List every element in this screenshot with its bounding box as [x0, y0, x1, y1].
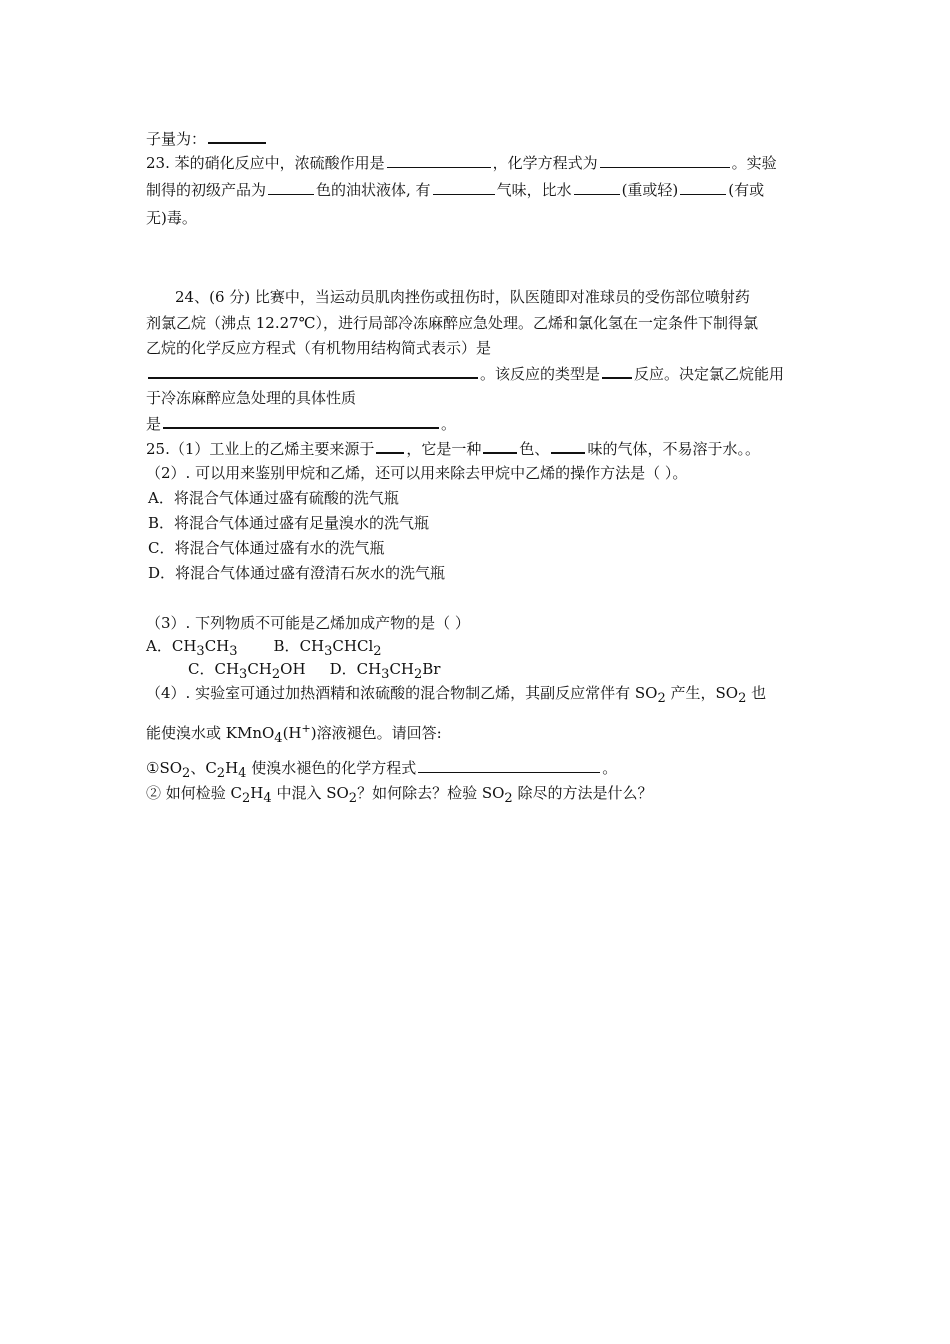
q23-text: 气味，比水 [496, 181, 572, 199]
q24-text: 乙烷的化学反应方程式（有机物用结构简式表示）是 [146, 339, 492, 357]
formula-part: CH [204, 637, 230, 655]
q25-text: 色、 [519, 440, 550, 458]
q25-text: 产生，SO [665, 684, 739, 702]
option-text: C．将混合气体通过盛有水的洗气瓶 [148, 539, 385, 557]
formula-subscript: 2 [242, 791, 251, 806]
q23-text: (有或 [728, 181, 765, 199]
q25-text: 使溴水褪色的化学方程式 [246, 759, 417, 777]
answer-blank[interactable] [602, 363, 632, 379]
formula-part: CH [356, 660, 382, 678]
q25-part1-line [146, 438, 760, 459]
formula-part: CHCl [332, 637, 374, 655]
answer-blank[interactable] [418, 758, 600, 773]
option-label: A． [146, 637, 172, 655]
q25-part3-option-c[interactable] [188, 660, 306, 682]
q25-text: ，它是一种 [406, 440, 482, 458]
q25-text: )溶液褪色。请回答: [310, 724, 442, 742]
formula-subscript: 2 [271, 667, 281, 682]
q24-text: 。该反应的类型是 [480, 365, 601, 383]
formula-subscript: 3 [239, 667, 248, 682]
q25-text: H [225, 759, 239, 777]
q22-tail-text: 子量为： [146, 130, 207, 148]
option-text: A．将混合气体通过盛有硫酸的洗气瓶 [148, 489, 399, 507]
formula-subscript: 3 [381, 667, 390, 682]
formula-part: Br [422, 660, 441, 678]
option-label: C． [188, 660, 215, 678]
q25-text: 能使溴水或 KMnO [146, 724, 275, 742]
answer-blank[interactable] [268, 180, 314, 195]
formula-subscript: 2 [738, 691, 747, 706]
q23-text: 色的油状液体, 有 [316, 181, 431, 199]
q25-text: (H [282, 724, 302, 742]
q25-part4-question-2 [146, 783, 653, 806]
q25-text: ①SO [146, 759, 183, 777]
q25-text: ② 如何检验 C [146, 784, 243, 802]
formula-subscript: 2 [216, 766, 226, 781]
q25-part3-option-d[interactable] [329, 660, 441, 682]
q25-text: （4）. 实验室可通过加热酒精和浓硫酸的混合物制乙烯，其副反应常伴有 SO [146, 684, 658, 702]
q25-text: 、C [190, 759, 217, 777]
answer-blank[interactable] [208, 128, 266, 144]
q23-text: 。实验 [731, 154, 777, 172]
answer-blank[interactable] [433, 180, 495, 195]
q25-text: H [250, 784, 264, 802]
q25-text: 味的气体，不易溶于水。。 [587, 440, 760, 458]
q23-text: 无)毒。 [146, 209, 197, 227]
formula-subscript: 4 [263, 791, 272, 806]
q23-line-1 [146, 153, 777, 173]
formula-subscript: 4 [238, 766, 247, 781]
formula-part: CH [299, 637, 325, 655]
q22-tail-line [146, 128, 268, 149]
q24-text: 24、(6 分) 比赛中，当运动员肌肉挫伤或扭伤时，队医随即对准球员的受伤部位喷射药 [175, 288, 750, 306]
q23-text: ，化学方程式为 [492, 154, 598, 172]
formula-part: CH [247, 660, 272, 678]
q23-text: 23. 苯的硝化反应中，浓硫酸作用是 [146, 154, 385, 172]
q23-line-3 [146, 208, 197, 228]
formula-subscript: 3 [324, 644, 333, 659]
q25-part3-option-b[interactable] [273, 637, 382, 659]
answer-blank[interactable] [163, 413, 439, 429]
answer-blank[interactable] [680, 180, 726, 195]
q24-text: 剂氯乙烷（沸点 12.27℃），进行局部冷冻麻醉应急处理。乙烯和氯化氢在一定条件下制得氯 [146, 314, 758, 332]
answer-blank[interactable] [600, 153, 730, 168]
formula-subscript: 3 [229, 644, 238, 659]
formula-subscript: 2 [373, 644, 382, 659]
q24-line-4 [146, 363, 784, 384]
q25-part2-option-b[interactable] [148, 513, 429, 533]
q25-text: ？如何除去？检验 SO [357, 784, 505, 802]
q25-text: 除尽的方法是什么？ [512, 784, 653, 802]
q24-text: 于冷冻麻醉应急处理的具体性质 [146, 389, 357, 407]
q25-part2-stem [146, 463, 687, 483]
q25-part4-question-1 [146, 758, 618, 781]
answer-blank[interactable] [376, 438, 404, 454]
q25-part4-line-1 [146, 683, 767, 706]
formula-subscript: 3 [196, 644, 205, 659]
option-text: D．将混合气体通过盛有澄清石灰水的洗气瓶 [148, 564, 446, 582]
formula-subscript: 2 [504, 791, 513, 806]
q25-part3-options-cd [188, 659, 441, 682]
q24-text: 是 [146, 415, 162, 433]
q23-text: (重或轻) [621, 181, 679, 199]
q24-line-2 [146, 313, 758, 333]
formula-subscript: 2 [414, 667, 423, 682]
formula-superscript: + [301, 722, 311, 735]
q25-text: 25.（1）工业上的乙烯主要来源于 [146, 440, 375, 458]
q24-line-5 [146, 388, 356, 408]
q24-text: 反应。决定氯乙烷能用 [634, 365, 785, 383]
q25-part2-option-a[interactable] [148, 488, 399, 508]
q25-text: 。 [602, 759, 618, 777]
q24-line-1 [175, 287, 750, 307]
option-label: B． [273, 637, 300, 655]
q25-text: （2）. 可以用来鉴别甲烷和乙烯，还可以用来除去甲烷中乙烯的操作方法是（ ）。 [146, 464, 688, 482]
formula-part: CH [389, 660, 414, 678]
q24-text: 。 [441, 415, 457, 433]
q25-part3-options-ab [146, 636, 382, 659]
formula-subscript: 2 [657, 691, 666, 706]
q25-text: 中混入 SO [271, 784, 349, 802]
q25-text: 也 [746, 684, 767, 702]
answer-blank[interactable] [483, 438, 517, 454]
formula-part: OH [280, 660, 306, 678]
q23-line-2 [146, 180, 764, 200]
option-text: B．将混合气体通过盛有足量溴水的洗气瓶 [148, 514, 430, 532]
answer-blank[interactable] [148, 363, 478, 379]
q25-part2-option-c[interactable] [148, 538, 384, 558]
formula-subscript: 2 [182, 766, 191, 781]
q25-part3-option-a[interactable] [146, 637, 238, 659]
q24-line-3 [146, 338, 491, 358]
q24-line-6 [146, 413, 456, 434]
q25-part3-stem [146, 613, 470, 633]
answer-blank[interactable] [574, 180, 620, 195]
formula-part: CH [171, 637, 197, 655]
q25-part2-option-d[interactable] [148, 563, 445, 583]
formula-subscript: 2 [348, 791, 358, 806]
q23-text: 制得的初级产品为 [146, 181, 267, 199]
answer-blank[interactable] [387, 153, 491, 168]
q25-part4-line-2 [146, 722, 442, 746]
option-label: D． [329, 660, 357, 678]
formula-subscript: 4 [274, 731, 283, 746]
formula-part: CH [214, 660, 240, 678]
answer-blank[interactable] [551, 438, 585, 454]
q25-text: （3）. 下列物质不可能是乙烯加成产物的是（ ） [146, 614, 470, 632]
